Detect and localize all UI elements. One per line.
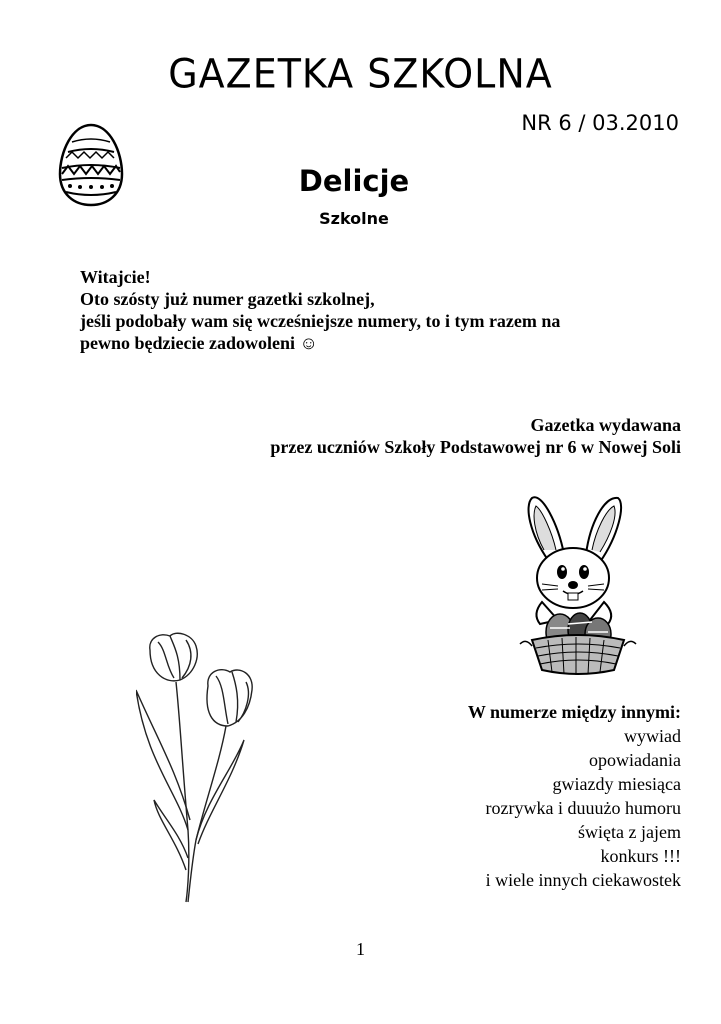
page-number: 1 xyxy=(356,939,365,959)
intro-line: pewno będziecie zadowoleni ☺ xyxy=(80,333,318,353)
intro-line: jeśli podobały wam się wcześniejsze numery, to i tym razem na xyxy=(80,311,561,331)
contents-heading: W numerze między innymi: xyxy=(467,702,681,722)
contents-item: rozrywka i duuużo humoru xyxy=(485,798,681,818)
publisher-line: Gazetka wydawana xyxy=(530,415,681,435)
intro-line: Witajcie! xyxy=(80,267,151,287)
contents-item: opowiadania xyxy=(589,750,681,770)
intro-line: Oto szósty już numer gazetki szkolnej, xyxy=(80,289,375,309)
publisher-line: przez uczniów Szkoły Podstawowej nr 6 w Nowej Soli xyxy=(270,437,681,457)
tulips-icon xyxy=(136,630,266,906)
issue-number: NR 6 / 03.2010 xyxy=(521,111,679,135)
newsletter-title: Delicje xyxy=(298,164,410,198)
contents-item: konkurs !!! xyxy=(600,846,681,866)
issue-contents xyxy=(468,700,681,892)
masthead: GAZETKA SZKOLNA xyxy=(168,50,553,98)
contents-item: święta z jajem xyxy=(578,822,681,842)
contents-item: i wiele innych ciekawostek xyxy=(485,870,681,890)
publisher-info xyxy=(270,414,681,458)
intro-text xyxy=(80,266,680,354)
easter-bunny-basket-icon xyxy=(518,494,638,678)
contents-item: gwiazdy miesiąca xyxy=(552,774,681,794)
contents-item: wywiad xyxy=(624,726,681,746)
newsletter-subtitle: Szkolne xyxy=(319,209,389,228)
